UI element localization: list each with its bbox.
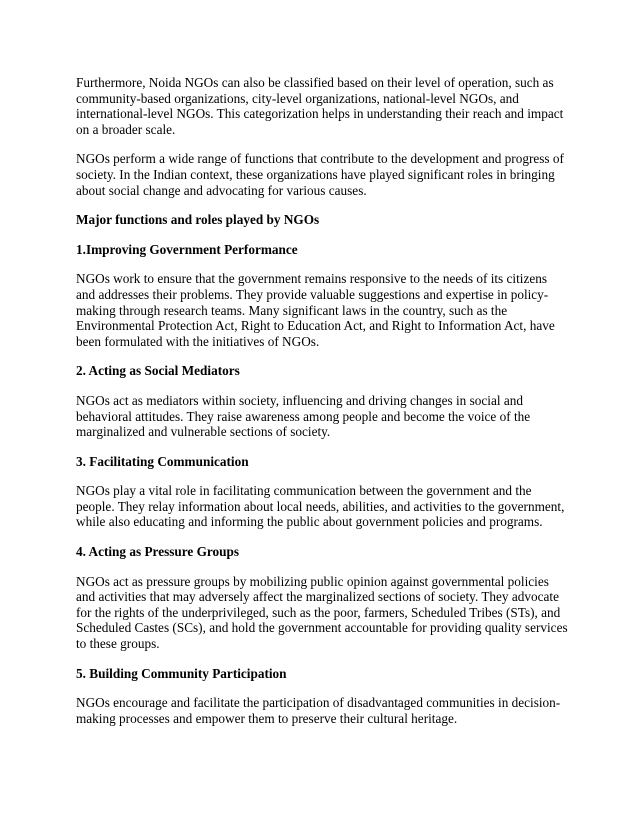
intro-paragraph-classification: Furthermore, Noida NGOs can also be classified based on their level of operation, such as community-based organizations, city-level organizations, national-level NGOs, and international-level NGOs. This categorization helps in understanding their reach and impact on a broader scale. [76, 75, 564, 137]
section-heading-communication: 3. Facilitating Communication [76, 453, 249, 469]
document-page [76, 75, 568, 740]
section-body-social-mediators: NGOs act as mediators within society, influencing and driving changes in social and behavioral attitudes. They raise awareness among people and become the voice of the marginalized and vulnerable sections of society. [76, 392, 531, 440]
section-heading-government-performance: 1.Improving Government Performance [76, 241, 298, 257]
section-heading-community-participation: 5. Building Community Participation [76, 665, 287, 681]
section-heading-pressure-groups: 4. Acting as Pressure Groups [76, 544, 240, 560]
section-body-government-performance: NGOs work to ensure that the government remains responsive to the needs of its citizens and addresses their problems. They provide valuable suggestions and expertise in policy-making through research teams. Many significant laws in the country, such as the Environmental Protection Act, Right to Education Act, and Right to Information Act, have been formulated with the initiatives of NGOs. [76, 271, 555, 349]
intro-paragraph-functions: NGOs perform a wide range of functions that contribute to the development and progress of society. In the Indian context, these organizations have played significant roles in bringing about social change and advocating for various causes. [76, 151, 564, 198]
section-heading-social-mediators: 2. Acting as Social Mediators [76, 363, 240, 379]
section-body-pressure-groups: NGOs act as pressure groups by mobilizing public opinion against governmental policies and activities that may adversely affect the marginalized sections of society. They advocate for the rights of the underprivileged, such as the poor, farmers, Scheduled Tribes (STs), and Scheduled Castes (SCs), and hold the government accountable for providing quality services to these groups. [76, 573, 568, 652]
section-body-community-participation: NGOs encourage and facilitate the participation of disadvantaged communities in decision-making processes and empower them to preserve their cultural heritage. [76, 695, 561, 726]
section-body-communication: NGOs play a vital role in facilitating communication between the government and the people. They relay information about local needs, abilities, and activities to the government, while also educating and informing the public about government policies and programs. [76, 483, 565, 530]
main-heading: Major functions and roles played by NGOs [76, 212, 320, 228]
